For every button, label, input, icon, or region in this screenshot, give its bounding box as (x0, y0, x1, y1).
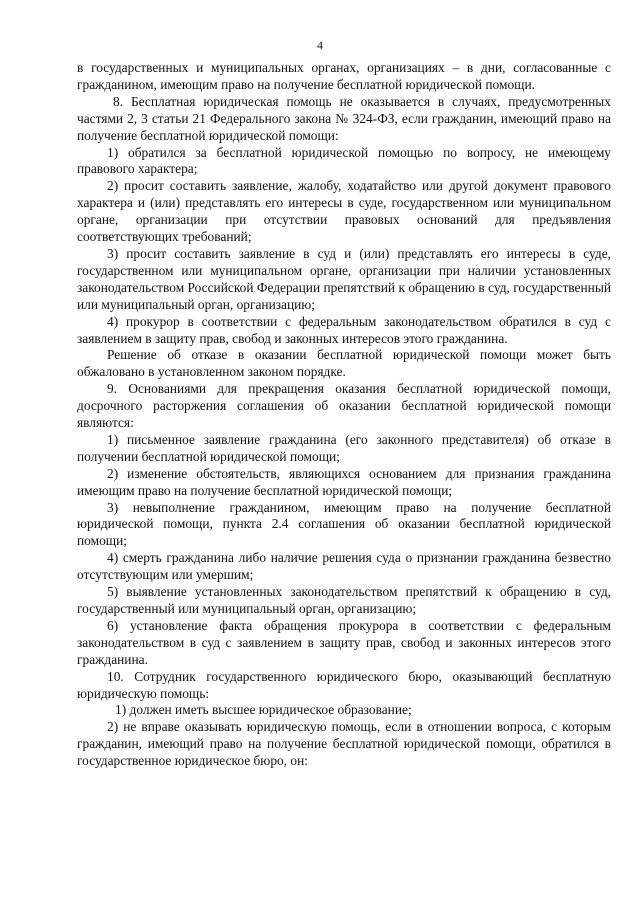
list-item-10-2: 2) не вправе оказывать юридическую помощь, если в отношении вопроса, с которым гражданин, имеющий право на получение бесплатной юридической помощи, обратился в государственное юридическое бюро, он: (77, 719, 611, 769)
paragraph-refusal-appeal: Решение об отказе в оказании бесплатной юридической помощи может быть обжаловано в установленном законом порядке. (77, 347, 611, 380)
list-item-8-3: 3) просит составить заявление в суд и (или) представлять его интересы в суде, государственном или муниципальном органе, организации при наличии установленных законодательством Российской Федерации препятствий к обращению в суд, государственный или муниципальный орган, организацию; (77, 245, 611, 312)
paragraph-section-9: 9. Основаниями для прекращения оказания бесплатной юридической помощи, досрочного расторжения соглашения об оказании бесплатной юридической помощи являются: (77, 381, 611, 431)
list-item-9-3: 3) невыполнение гражданином, имеющим право на получение бесплатной юридической помощи, пункта 2.4 соглашения об оказании бесплатной юридической помощи; (77, 499, 611, 549)
list-item-9-5: 5) выявление установленных законодательством препятствий к обращению в суд, государственный или муниципальный орган, организацию; (77, 584, 611, 616)
document-body (77, 60, 611, 770)
list-item-9-1: 1) письменное заявление гражданина (его законного представителя) об отказе в получении бесплатной юридической помощи; (77, 431, 611, 464)
list-item-10-1: 1) должен иметь высшее юридическое образование; (115, 702, 412, 718)
paragraph-section-8: 8. Бесплатная юридическая помощь не оказывается в случаях, предусмотренных частями 2, 3 статьи 21 Федерального закона № 324-ФЗ, если гражданин, имеющий право на получение бесплатной юридической помощи: (77, 93, 611, 143)
page-number: 4 (317, 38, 323, 52)
list-item-9-6: 6) установление факта обращения прокурора в соответствии с федеральным законодательством в суд с заявлением в защиту прав, свобод и законных интересов этого гражданина. (77, 617, 611, 667)
list-item-9-4: 4) смерть гражданина либо наличие решения суда о признании гражданина безвестно отсутствующим или умершим; (77, 550, 611, 583)
list-item-9-2: 2) изменение обстоятельств, являющихся основанием для признания гражданина имеющим право на получение бесплатной юридической помощи; (77, 465, 611, 498)
list-item-8-2: 2) просит составить заявление, жалобу, ходатайство или другой документ правового характера и (или) представлять его интересы в суде, государственном или муниципальном органе, организации при отсутствии правовых оснований для предъявления соответствующих требований; (77, 178, 611, 245)
list-item-8-4: 4) прокурор в соответствии с федеральным законодательством обратился в суд с заявлением в защиту прав, свобод и законных интересов этого гражданина. (77, 313, 611, 346)
paragraph-continuation: в государственных и муниципальных органах, организациях – в дни, согласованные с гражданином, имеющим право на получение бесплатной юридической помощи. (77, 60, 611, 92)
list-item-8-1: 1) обратился за бесплатной юридической помощью по вопросу, не имеющему правового характера; (77, 144, 611, 177)
paragraph-section-10: 10. Сотрудник государственного юридического бюро, оказывающий бесплатную юридическую помощь: (77, 668, 611, 701)
